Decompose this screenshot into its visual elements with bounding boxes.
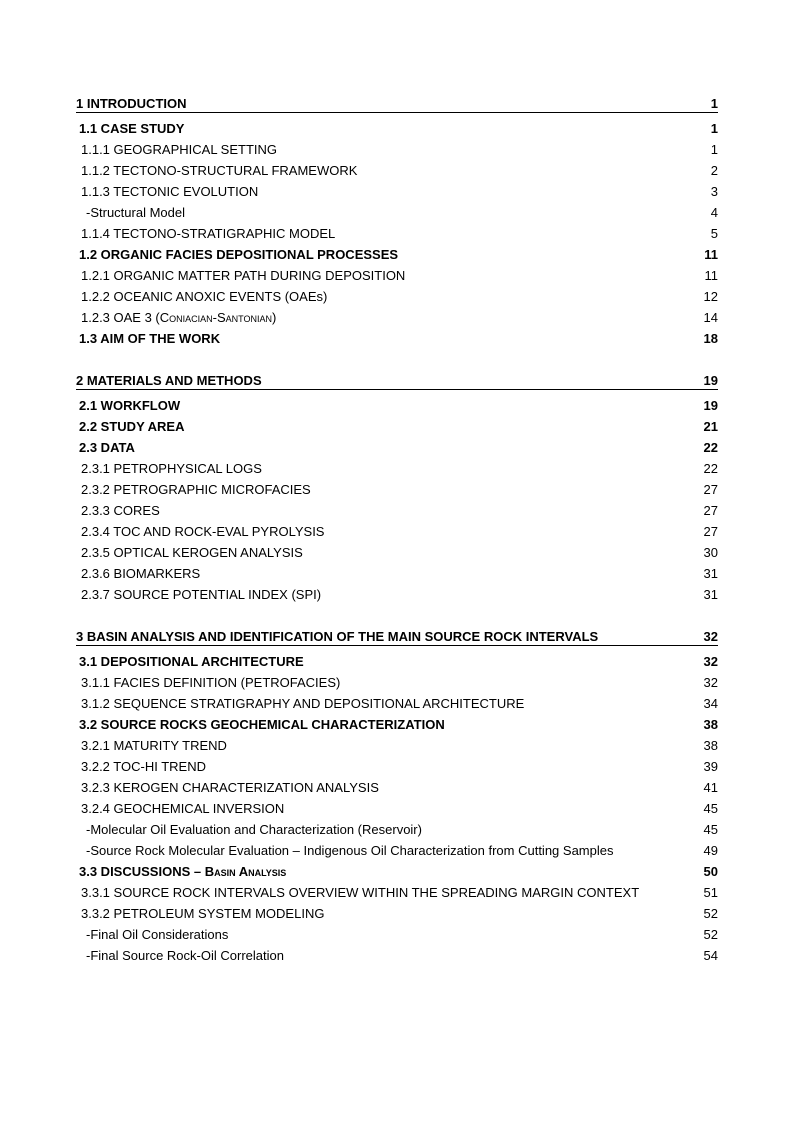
toc-spacer <box>76 349 718 373</box>
toc-entry-label: 2.3 DATA <box>79 440 135 455</box>
toc-section[interactable] <box>76 416 718 437</box>
toc-subsection[interactable] <box>76 139 718 160</box>
toc-page-number: 1 <box>710 142 718 157</box>
toc-section[interactable] <box>76 437 718 458</box>
toc-entry-label: 3.1.1 FACIES DEFINITION (PETROFACIES) <box>81 675 341 690</box>
toc-section[interactable] <box>76 118 718 139</box>
toc-page-number: 41 <box>703 780 718 795</box>
toc-subsection[interactable] <box>76 735 718 756</box>
toc-page-number: 34 <box>703 696 718 711</box>
toc-page-number: 1 <box>710 121 718 136</box>
toc-subsection[interactable] <box>76 563 718 584</box>
toc-chapter[interactable] <box>76 373 718 390</box>
toc-page-number: 49 <box>703 843 718 858</box>
toc-subsection[interactable] <box>76 500 718 521</box>
toc-page-number: 52 <box>703 927 718 942</box>
toc-page-number: 32 <box>703 675 718 690</box>
toc-subsection[interactable] <box>76 542 718 563</box>
toc-subsection[interactable] <box>76 160 718 181</box>
toc-page-number: 12 <box>703 289 718 304</box>
toc-entry-label: -Final Source Rock-Oil Correlation <box>86 948 284 963</box>
toc-subsection[interactable] <box>76 286 718 307</box>
toc-entry-label: -Molecular Oil Evaluation and Characterization (Reservoir) <box>86 822 422 837</box>
toc-page-number: 11 <box>704 247 718 262</box>
toc-entry-label: 1.2.2 OCEANIC ANOXIC EVENTS (OAEs) <box>81 289 328 304</box>
toc-section[interactable] <box>76 328 718 349</box>
toc-chapter[interactable] <box>76 629 718 646</box>
toc-entry-label: 2.3.5 OPTICAL KEROGEN ANALYSIS <box>81 545 303 560</box>
toc-entry-label: 1.1 CASE STUDY <box>79 121 185 136</box>
toc-page-number: 38 <box>703 717 718 732</box>
toc-page-number: 32 <box>703 654 718 669</box>
toc-page-number: 51 <box>703 885 718 900</box>
toc-entry-label: 3.2.1 MATURITY TREND <box>81 738 227 753</box>
toc-entry-label: 1.2 ORGANIC FACIES DEPOSITIONAL PROCESSES <box>79 247 399 262</box>
toc-subsection[interactable] <box>76 903 718 924</box>
toc-entry-label: 3.2 SOURCE ROCKS GEOCHEMICAL CHARACTERIZATION <box>79 717 445 732</box>
table-of-contents <box>76 96 718 966</box>
toc-entry-label: 3.2.4 GEOCHEMICAL INVERSION <box>81 801 285 816</box>
toc-item[interactable] <box>76 945 718 966</box>
toc-subsection[interactable] <box>76 479 718 500</box>
toc-entry-label: -Structural Model <box>86 205 185 220</box>
toc-subsection[interactable] <box>76 584 718 605</box>
toc-entry-label: 2.3.1 PETROPHYSICAL LOGS <box>81 461 262 476</box>
toc-section[interactable] <box>76 395 718 416</box>
toc-subsection[interactable] <box>76 882 718 903</box>
toc-page-number: 19 <box>703 398 718 413</box>
toc-entry-label: 2.3.4 TOC AND ROCK-EVAL PYROLYSIS <box>81 524 325 539</box>
toc-entry-label: 1.1.2 TECTONO-STRUCTURAL FRAMEWORK <box>81 163 358 178</box>
toc-page-number: 38 <box>703 738 718 753</box>
toc-subsection[interactable] <box>76 756 718 777</box>
toc-page-number: 19 <box>703 373 718 388</box>
toc-entry-label: 1.1.4 TECTONO-STRATIGRAPHIC MODEL <box>81 226 336 241</box>
toc-subsection[interactable] <box>76 521 718 542</box>
toc-section[interactable] <box>76 651 718 672</box>
toc-entry-label: -Final Oil Considerations <box>86 927 229 942</box>
toc-subsection[interactable] <box>76 223 718 244</box>
toc-page-number: 39 <box>703 759 718 774</box>
toc-page-number: 18 <box>703 331 718 346</box>
toc-entry-label: 2.1 WORKFLOW <box>79 398 181 413</box>
toc-subsection[interactable] <box>76 777 718 798</box>
toc-page-number: 31 <box>703 566 718 581</box>
toc-page-number: 50 <box>703 864 718 879</box>
toc-chapter[interactable] <box>76 96 718 113</box>
toc-entry-label: 2.3.6 BIOMARKERS <box>81 566 201 581</box>
toc-entry-label: 3.1 DEPOSITIONAL ARCHITECTURE <box>79 654 304 669</box>
toc-section[interactable] <box>76 244 718 265</box>
toc-page-number: 22 <box>703 440 718 455</box>
toc-entry-label: 3.3 DISCUSSIONS – Basin Analysis <box>79 864 287 879</box>
toc-page-number: 5 <box>710 226 718 241</box>
toc-entry-label: 1.3 AIM OF THE WORK <box>79 331 221 346</box>
toc-entry-label: 2.3.3 CORES <box>81 503 160 518</box>
toc-entry-label: 1.1.1 GEOGRAPHICAL SETTING <box>81 142 278 157</box>
toc-page-number: 52 <box>703 906 718 921</box>
toc-entry-label: 2.3.2 PETROGRAPHIC MICROFACIES <box>81 482 311 497</box>
toc-entry-label: 1 INTRODUCTION <box>76 96 187 111</box>
toc-section[interactable] <box>76 714 718 735</box>
toc-entry-label: 1.1.3 TECTONIC EVOLUTION <box>81 184 259 199</box>
toc-page-number: 27 <box>703 482 718 497</box>
toc-entry-label: 3.1.2 SEQUENCE STRATIGRAPHY AND DEPOSITIONAL ARCHITECTURE <box>81 696 525 711</box>
toc-entry-label: 2 MATERIALS AND METHODS <box>76 373 262 388</box>
toc-entry-label: 2.2 STUDY AREA <box>79 419 185 434</box>
toc-page-number: 32 <box>703 629 718 644</box>
toc-subsection[interactable] <box>76 265 718 286</box>
toc-entry-label: 1.2.3 OAE 3 (Coniacian-Santonian) <box>81 310 277 325</box>
toc-item[interactable] <box>76 819 718 840</box>
toc-subsection[interactable] <box>76 181 718 202</box>
toc-page-number: 54 <box>703 948 718 963</box>
toc-subsection[interactable] <box>76 798 718 819</box>
toc-subsection[interactable] <box>76 693 718 714</box>
toc-page-number: 3 <box>710 184 718 199</box>
toc-spacer <box>76 605 718 629</box>
toc-page-number: 4 <box>710 205 718 220</box>
toc-entry-label: 1.2.1 ORGANIC MATTER PATH DURING DEPOSITION <box>81 268 406 283</box>
toc-item[interactable] <box>76 924 718 945</box>
toc-entry-label: 3 BASIN ANALYSIS AND IDENTIFICATION OF THE MAIN SOURCE ROCK INTERVALS <box>76 629 599 644</box>
toc-page-number: 21 <box>703 419 718 434</box>
toc-page-number: 27 <box>703 503 718 518</box>
toc-page-number: 1 <box>710 96 718 111</box>
toc-entry-label: 2.3.7 SOURCE POTENTIAL INDEX (SPI) <box>81 587 322 602</box>
toc-item[interactable] <box>76 840 718 861</box>
toc-subsection[interactable] <box>76 672 718 693</box>
toc-page-number: 22 <box>703 461 718 476</box>
toc-entry-label: 3.2.2 TOC-HI TREND <box>81 759 206 774</box>
toc-section[interactable] <box>76 861 718 882</box>
toc-subsection[interactable] <box>76 307 718 328</box>
toc-page-number: 45 <box>703 801 718 816</box>
toc-page-number: 45 <box>703 822 718 837</box>
toc-subsection[interactable] <box>76 458 718 479</box>
toc-page-number: 2 <box>710 163 718 178</box>
toc-page-number: 14 <box>703 310 718 325</box>
toc-page-number: 11 <box>704 268 718 283</box>
toc-page-number: 30 <box>703 545 718 560</box>
toc-item[interactable] <box>76 202 718 223</box>
toc-page-number: 31 <box>703 587 718 602</box>
toc-page-number: 27 <box>703 524 718 539</box>
toc-entry-label: 3.3.2 PETROLEUM SYSTEM MODELING <box>81 906 325 921</box>
toc-entry-label: 3.2.3 KEROGEN CHARACTERIZATION ANALYSIS <box>81 780 379 795</box>
toc-entry-label: 3.3.1 SOURCE ROCK INTERVALS OVERVIEW WITHIN THE SPREADING MARGIN CONTEXT <box>81 885 640 900</box>
toc-entry-label: -Source Rock Molecular Evaluation – Indigenous Oil Characterization from Cutting Samples <box>86 843 614 858</box>
